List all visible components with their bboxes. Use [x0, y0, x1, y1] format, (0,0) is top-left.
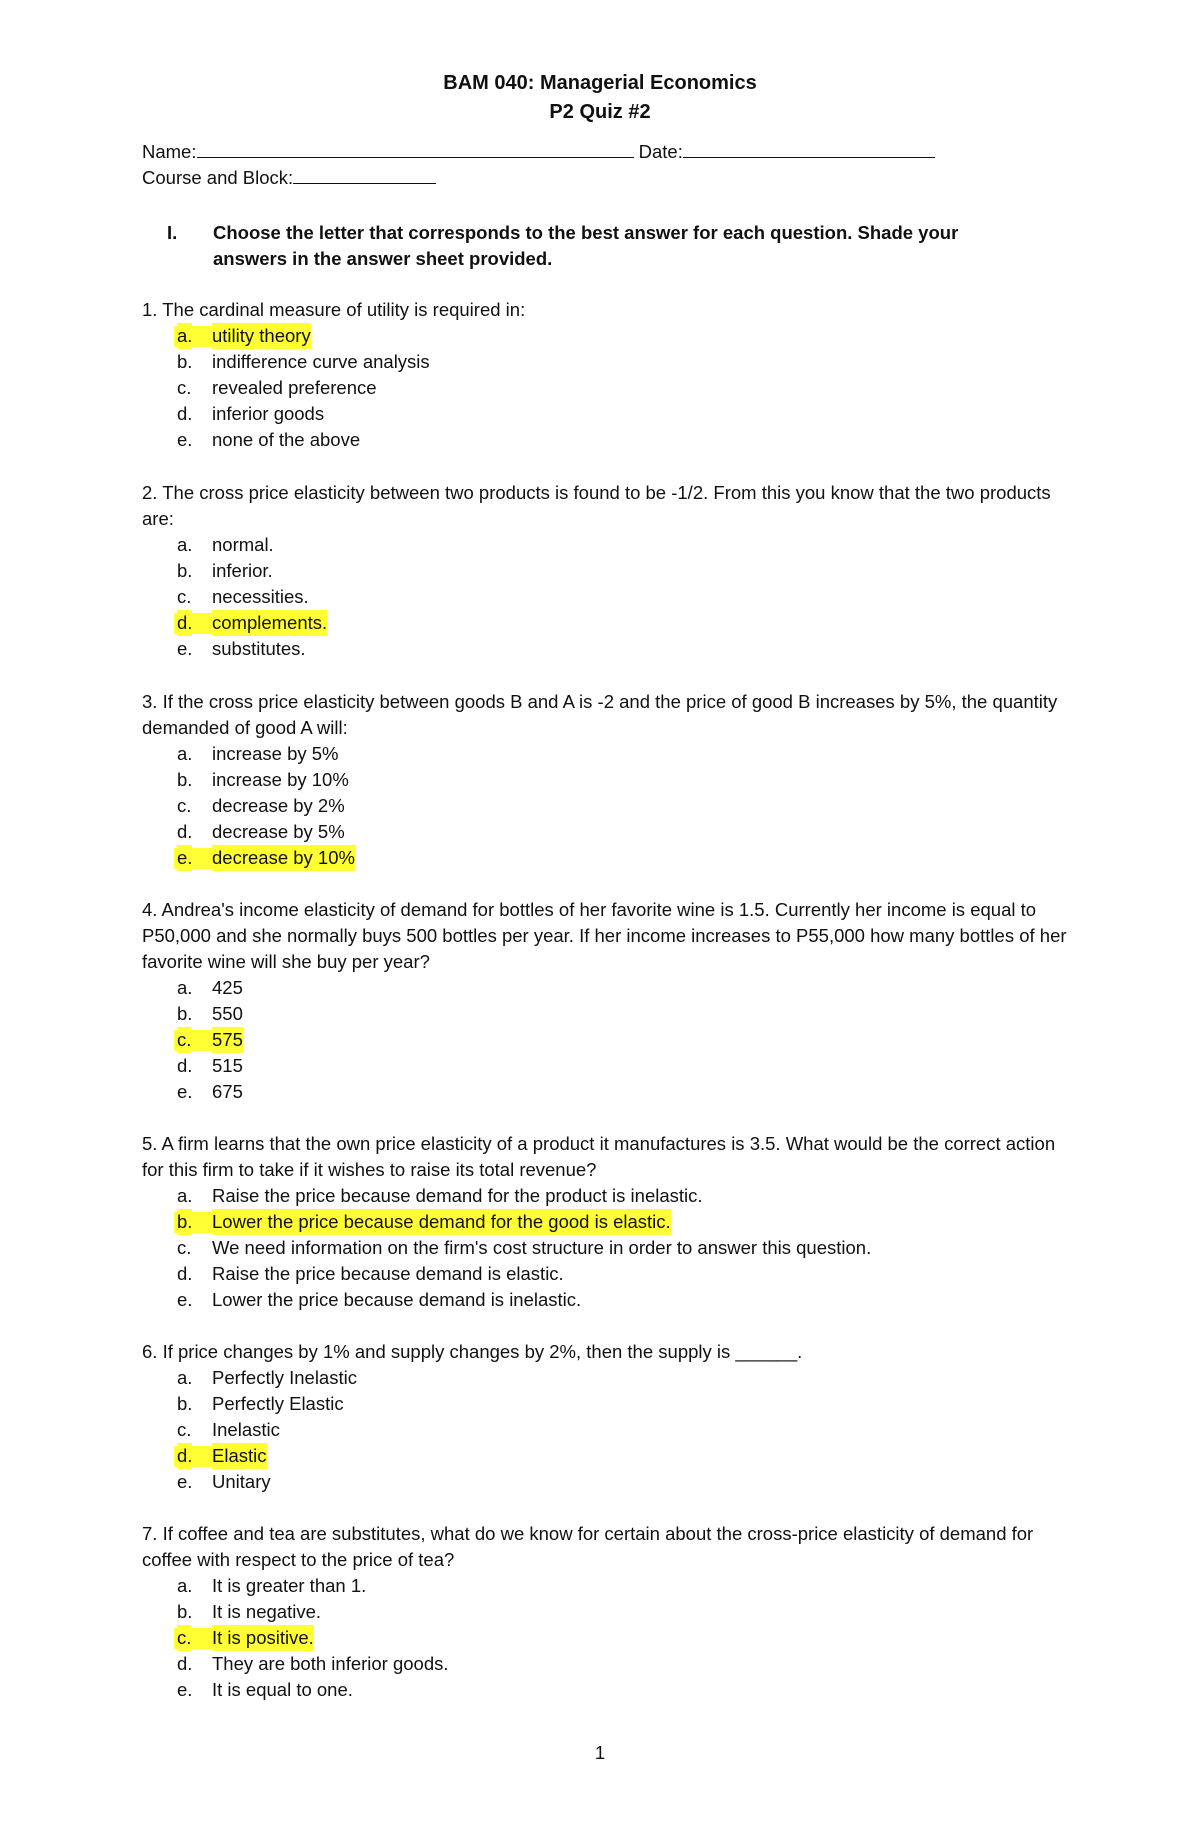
option-letter: a. [177, 534, 193, 555]
option-list [142, 1183, 1067, 1313]
option-item-highlighted [142, 610, 1067, 636]
option-letter: e. [177, 638, 193, 660]
section-numeral: I. [167, 222, 178, 243]
option-letter: b. [177, 351, 193, 373]
option-text: inferior. [212, 560, 273, 582]
option-text: Perfectly Inelastic [212, 1367, 357, 1388]
option-letter: c. [177, 1625, 191, 1651]
page-number: 1 [594, 1742, 606, 1763]
option-item [142, 1235, 1067, 1261]
option-letter: a. [177, 1575, 193, 1596]
option-text: Raise the price because demand is elastic. [212, 1263, 564, 1285]
option-text: none of the above [212, 429, 361, 451]
course-title: BAM 040: Managerial Economics [443, 72, 757, 94]
option-text: necessities. [212, 586, 309, 608]
option-item [142, 1391, 1067, 1417]
option-letter: d. [177, 1653, 193, 1675]
option-item [142, 1677, 1067, 1703]
option-text: increase by 5% [212, 743, 339, 764]
option-text: indifference curve analysis [212, 351, 430, 373]
course-block-blank [293, 167, 436, 184]
option-text: It is greater than 1. [212, 1575, 367, 1596]
name-blank [197, 141, 634, 158]
option-item [142, 1183, 1067, 1209]
option-item [142, 1573, 1067, 1599]
option-text: It is negative. [212, 1601, 322, 1623]
question-7 [142, 1521, 1067, 1703]
option-letter: c. [177, 1237, 192, 1259]
option-letter: b. [177, 1003, 193, 1025]
option-letter: a. [177, 977, 193, 998]
option-item [142, 349, 1067, 375]
name-label: Name: [142, 141, 197, 162]
option-text: Lower the price because demand for the good is elastic. [212, 1209, 671, 1235]
option-item-highlighted [142, 1209, 1067, 1235]
section-instruction-text: Choose the letter that corresponds to the best answer for each question. Shade your answers in the answer sheet provided. [213, 222, 959, 269]
option-text: Inelastic [212, 1419, 280, 1441]
option-text: Perfectly Elastic [212, 1393, 344, 1415]
option-letter: d. [177, 1443, 192, 1469]
option-item [142, 636, 1067, 662]
question-text: 3. If the cross price elasticity between goods B and A is -2 and the price of good B increases by 5%, the quantity demanded of good A will: [142, 691, 1058, 738]
option-text: normal. [212, 534, 274, 555]
option-item [142, 1599, 1067, 1625]
option-text: It is equal to one. [212, 1679, 353, 1701]
option-letter: d. [177, 403, 193, 425]
option-letter: d. [177, 610, 192, 636]
option-text: increase by 10% [212, 769, 349, 791]
option-item [142, 584, 1067, 610]
option-list [142, 532, 1067, 662]
question-text: 2. The cross price elasticity between two products is found to be -1/2. From this you know that the two products are: [142, 482, 1051, 529]
option-text: 515 [212, 1055, 243, 1077]
course-block-label: Course and Block: [142, 167, 294, 188]
option-letter: b. [177, 1209, 192, 1235]
option-letter: d. [177, 1055, 193, 1077]
option-letter: c. [177, 1027, 191, 1053]
option-text: Unitary [212, 1471, 271, 1493]
option-letter: e. [177, 429, 193, 451]
question-text: 6. If price changes by 1% and supply changes by 2%, then the supply is ______. [142, 1341, 803, 1362]
option-item [142, 1365, 1067, 1391]
option-list [142, 975, 1067, 1105]
option-item [142, 558, 1067, 584]
question-4 [142, 897, 1067, 1105]
option-text: 550 [212, 1003, 243, 1025]
option-item [142, 1079, 1067, 1105]
option-text: utility theory [212, 323, 311, 349]
option-text: Raise the price because demand for the product is inelastic. [212, 1185, 703, 1206]
option-letter: a. [177, 1185, 193, 1206]
option-letter: b. [177, 560, 193, 582]
option-text: Elastic [212, 1443, 267, 1469]
option-text: decrease by 10% [212, 845, 355, 871]
option-letter: e. [177, 1081, 193, 1103]
option-item [142, 1651, 1067, 1677]
option-text: substitutes. [212, 638, 306, 660]
option-text: 575 [212, 1027, 243, 1053]
option-item [142, 793, 1067, 819]
question-3 [142, 689, 1067, 871]
option-letter: a. [177, 1367, 193, 1388]
question-6 [142, 1339, 1067, 1495]
option-text: revealed preference [212, 377, 377, 399]
option-item [142, 1001, 1067, 1027]
option-item-highlighted [142, 845, 1067, 871]
option-text: decrease by 5% [212, 821, 345, 843]
date-label: Date: [638, 141, 683, 162]
question-1 [142, 297, 1067, 453]
name-date-line [142, 141, 935, 163]
option-item-highlighted [142, 323, 1067, 349]
option-item [142, 1417, 1067, 1443]
option-item [142, 427, 1067, 453]
date-blank [683, 141, 935, 158]
option-item [142, 1287, 1067, 1313]
option-letter: b. [177, 769, 193, 791]
option-list [142, 1365, 1067, 1495]
option-item [142, 1053, 1067, 1079]
option-letter: c. [177, 586, 192, 608]
option-item [142, 375, 1067, 401]
option-letter: d. [177, 1263, 193, 1285]
question-text: 4. Andrea's income elasticity of demand for bottles of her favorite wine is 1.5. Currently her income is equal to P50,000 and she normally buys 500 bottles per year. If her income increases to P55,000 how many bottles of her favorite wine will she buy per year? [142, 899, 1067, 972]
option-letter: d. [177, 821, 193, 843]
option-letter: e. [177, 845, 192, 871]
option-item [142, 532, 1067, 558]
option-letter: b. [177, 1601, 193, 1623]
option-text: It is positive. [212, 1625, 314, 1651]
option-item [142, 1469, 1067, 1495]
quiz-title: P2 Quiz #2 [549, 101, 651, 123]
course-block-line [142, 167, 436, 189]
option-letter: e. [177, 1679, 193, 1701]
option-item [142, 975, 1067, 1001]
option-letter: a. [177, 323, 192, 349]
option-item [142, 767, 1067, 793]
option-item-highlighted [142, 1625, 1067, 1651]
option-letter: b. [177, 1393, 193, 1415]
question-5 [142, 1131, 1067, 1313]
option-item [142, 819, 1067, 845]
option-item-highlighted [142, 1027, 1067, 1053]
option-letter: a. [177, 743, 193, 764]
option-letter: c. [177, 377, 192, 399]
option-list [142, 323, 1067, 453]
option-text: Lower the price because demand is inelastic. [212, 1289, 582, 1311]
question-2 [142, 480, 1067, 662]
option-text: 675 [212, 1081, 243, 1103]
question-text: 1. The cardinal measure of utility is required in: [142, 299, 526, 320]
section-instructions [167, 220, 1037, 272]
question-text: 7. If coffee and tea are substitutes, what do we know for certain about the cross-price elasticity of demand for coffee with respect to the price of tea? [142, 1523, 1034, 1570]
option-letter: e. [177, 1471, 193, 1493]
option-list [142, 1573, 1067, 1703]
option-letter: c. [177, 1419, 192, 1441]
option-item-highlighted [142, 1443, 1067, 1469]
option-text: They are both inferior goods. [212, 1653, 449, 1675]
option-text: 425 [212, 977, 243, 998]
option-text: complements. [212, 610, 327, 636]
option-text: inferior goods [212, 403, 325, 425]
option-letter: e. [177, 1289, 193, 1311]
option-text: We need information on the firm's cost structure in order to answer this question. [212, 1237, 872, 1259]
option-list [142, 741, 1067, 871]
option-text: decrease by 2% [212, 795, 345, 817]
option-item [142, 741, 1067, 767]
question-text: 5. A firm learns that the own price elasticity of a product it manufactures is 3.5. What would be the correct action for this firm to take if it wishes to raise its total revenue? [142, 1133, 1056, 1180]
option-item [142, 401, 1067, 427]
option-letter: c. [177, 795, 192, 817]
option-item [142, 1261, 1067, 1287]
